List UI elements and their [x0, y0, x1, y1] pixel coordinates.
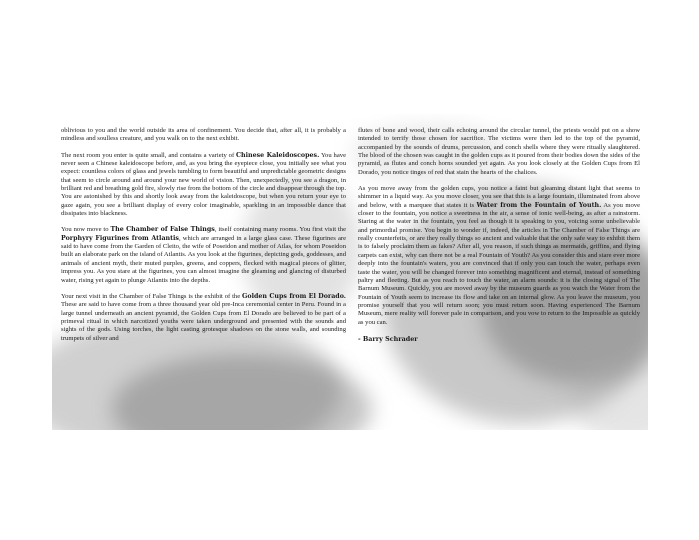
paragraph-flutes	[358, 127, 640, 177]
left-column	[61, 127, 346, 351]
right-column	[358, 127, 640, 343]
paragraph-text: , itself containing many rooms. You first visit the	[214, 226, 346, 234]
paragraph-kaleidoscopes	[61, 152, 346, 219]
paragraph-oblivious	[61, 127, 346, 144]
author-signature: - Barry Schrader	[358, 334, 418, 343]
exhibit-title-kaleidoscopes: Chinese Kaleidoscopes.	[236, 151, 320, 159]
paragraph-text: The next room you enter is quite small, and contains a variety of	[61, 151, 237, 159]
paragraph-text: As you move away from the golden cups, you notice a faint but gleaming distant light that seems to shimmer in a liquid way. As you move closer, you see that this is a large fountain, illuminated from above and below, with a marquee that states it is	[358, 185, 640, 209]
paragraph-text: You now move to	[61, 226, 111, 234]
paragraph-false-things	[61, 226, 346, 284]
exhibit-title-chamber: The Chamber of False Things	[110, 226, 215, 234]
exhibit-title-fountain: Water from the Fountain of Youth.	[476, 201, 602, 209]
paragraph-text: These are said to have come from a three thousand year old pre-Inca ceremonial center in Peru. Found in a large tunnel underneath an ancient pyramid, the Golden Cups from El Dorado are believed to be part of a primeval ritual in which narcotized youths were taken underground and presented with the sounds and sights of the gods. Using torches, the light casting grotesque shadows on the stone walls, and sounding trumpets of silver and	[61, 301, 346, 342]
paragraph-fountain	[358, 185, 640, 327]
paragraph-text: As you move closer to the fountain, you notice a sweetness in the air, a sense of ionic well-being, as after a rainstorm. Staring at the water in the fountain, you feel as though it is speaking to you, voicing some unbelievable and primordial promise. You begin to wonder if, indeed, the articles in The Chamber of False Things are really counterfeits, or are they really things so ancient and valuable that the only safe way to exhibit them is to falsely proclaim them as fakes? After all, you reason, if such things as mermaids, griffins, and flying carpets can exist, why can there not be a real Fountain of Youth? As you consider this and stare ever more deeply into the fountain's waters, you are convinced that if only you can touch the water, perhaps even taste the water, you will be changed forever into something magnificent and eternal, instead of something paltry and fleeting. But as you reach to touch the water, an alarm sounds: it is the closing signal of The Barnum Museum. Quickly, you are moved away by the museum guards as you watch the Water from the Fountain of Youth seem to increase its flow and take on an internal glow. As you leave the museum, you promise yourself that you will return soon; you must return soon. Having experienced The Barnum Museum, mere reality will forever pale in comparison, and you vow to return to the Impossible as quickly as you can.	[358, 201, 641, 326]
paragraph-text: flutes of bone and wood, their calls echoing around the circular tunnel, the priests would put on a show intended to terrify those chosen for sacrifice. The victims were then led to the top of the pyramid, accompanied by the sounds of drums, percussion, and conch shells where they were ritually slaughtered. The blood of the chosen was caught in the golden cups as it poured from their bodies down the sides of the pyramid, as flutes and conch horns sounded yet again. As you look closely at the Golden Cups from El Dorado, you notice tinges of red that stain the hearts of the chalices.	[358, 127, 640, 176]
exhibit-title-figurines: Porphyry Figurines from Atlantis	[61, 234, 179, 242]
paragraph-golden-cups	[61, 293, 346, 343]
book-spread	[52, 114, 648, 430]
paragraph-text: You have never seen a Chinese kaleidoscope before, and, as you bring the eyepiece close, you initially see what you expect: countless colors of glass and jewels tumbling to form beautiful and unpredictable geometric designs that seem to circle around and around your new world of vision. Then, unexpectedly, you see a dragon, in brilliant red and breathing gold fire, slowly rise from the bottom of the circle and disappear through the top. You are astonished by this and shortly look away from the kaleidoscope, but when you return your eye to gaze again, you see a brilliant display of every color imaginable, sparkling in an impossible dance that dissipates into blackness.	[61, 151, 346, 218]
paragraph-text: oblivious to you and the world outside its area of confinement. You decide that, after all, it is probably a mindless and soulless creature, and you walk on to the next exhibit.	[61, 127, 346, 143]
paragraph-text: Your next visit in the Chamber of False Things is the exhibit of the	[61, 292, 243, 300]
paragraph-text: , which are arranged in a large glass case. These figurines are said to have come from the Garden of Cleito, the wife of Poseidon and mother of Atlas, for whom Poseidon built an elaborate park on the island of Atlantis. As you look at the figurines, depicting gods, goddesses, and animals of ancient myth, their muted purples, greens, and coppers, flecked with magical pieces of glitter, impress you. As you stare at the figurines, you can almost imagine the gleaming and glancing of disturbed water, rising yet again to plunge Atlantis into the depths.	[61, 234, 346, 284]
exhibit-title-golden-cups: Golden Cups from El Dorado.	[242, 292, 346, 300]
